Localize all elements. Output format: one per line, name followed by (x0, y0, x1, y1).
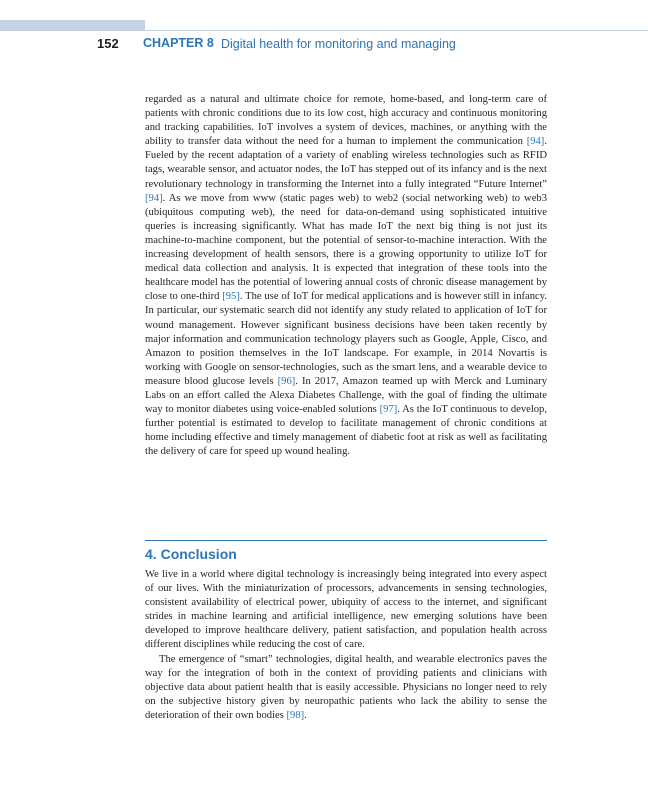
citation-link[interactable]: [94] (526, 136, 545, 148)
conclusion-text-block (145, 568, 547, 723)
text-run: regarded as a natural and ultimate choice for remote, home-based, and long-term care of patients with chronic conditions due to its low cost, high accuracy and continuous monitoring and tracking capabilities. IoT involves a system of devices, machines, or anything with the ability to transfer data without the need for a human to implement the communication (145, 94, 547, 148)
running-head (0, 36, 648, 54)
text-run: . As the IoT continuous to develop, further potential is estimated to develop to facilitate management of chronic conditions at home including effective and timely management of diabetic foot at risk as well as facilitating the delivery of care for speed up wound healing. (145, 404, 547, 458)
section-heading (145, 546, 237, 562)
text-run: . The use of IoT for medical applications and is however still in infancy. In particular, our systematic search did not identify any study related to application of IoT for wound management. However significant business decisions have been taken recently by major information and communication technology players such as Google, Apple, Cisco, and Amazon to position themselves in the IoT landscape. For example, in 2014 Novartis is working with Google on sensor-technologies, such as the smart lens, and a wearable device to measure blood glucose levels (145, 291, 547, 387)
chapter-label: CHAPTER 8 (143, 36, 214, 50)
text-run: . In 2017, Amazon teamed up with Merck and Luminary Labs on an effort called the Alexa Diabetes Challenge, with the goal of finding the ultimate way to monitor diabetes using voice-enabled solutions (145, 375, 547, 416)
citation-link[interactable]: [97] (379, 404, 398, 416)
paragraph-conclusion-1: We live in a world where digital technology is increasingly being integrated into every aspect of our lives. With the miniaturization of processors, advancements in sensing technologies, consistent availability of electrical power, ubiquity of access to the internet, and significant strides in machine learning and artificial intelligence, new emerging solutions have been developed to improve healthcare delivery, patient satisfaction, and population health across different disciplines while reducing the cost of care. (145, 569, 547, 651)
body-text-block (145, 93, 547, 459)
section-title: Conclusion (160, 546, 237, 562)
citation-link[interactable]: [95] (222, 291, 240, 303)
paragraph-conclusion-2 (145, 653, 547, 723)
paragraph-iot (145, 93, 547, 459)
citation-link[interactable]: [94] (145, 192, 163, 204)
chapter-title: Digital health for monitoring and managing (221, 36, 456, 51)
page-number: 152 (97, 36, 119, 51)
citation-link[interactable]: [98] (286, 709, 305, 721)
text-run: The emergence of “smart” technologies, digital health, and wearable electronics paves the way for the integration of both in the context of providing patients and clinicians with objective data about patient health that is easily accessible. Physicians no longer need to rely on the subjective history given by neuropathic patients who lack the ability to sense the deterioration of their own bodies (145, 653, 547, 721)
header-accent-bar (0, 20, 145, 31)
section-number: 4. (145, 546, 157, 562)
header-rule (145, 30, 648, 31)
text-run: . As we move from www (static pages web) to web2 (social networking web) to web3 (ubiquitous computing web), the need for data-on-demand using sophisticated intuitive queries is increasing significantly. What has made IoT the next big thing is not just its machine-to-machine component, but the potential of sensor-to-machine interaction. With the increasing development of health sensors, there is a growing opportunity to utilize IoT for medical data collection and analysis. It is expected that integration of these tools into the healthcare model has the potential of lowering annual costs of chronic disease management by close to one-third (145, 192, 547, 303)
text-run: . (304, 709, 307, 721)
citation-link[interactable]: [96] (277, 375, 296, 387)
text-run: . Fueled by the recent adaptation of a variety of enabling wireless technologies such as RFID tags, wearable sensor, and actuator nodes, the IoT has stepped out of its infancy and is the next revolutionary technology in transforming the Internet into a fully integrated “Future Internet” (145, 136, 547, 190)
section-divider (145, 540, 547, 541)
